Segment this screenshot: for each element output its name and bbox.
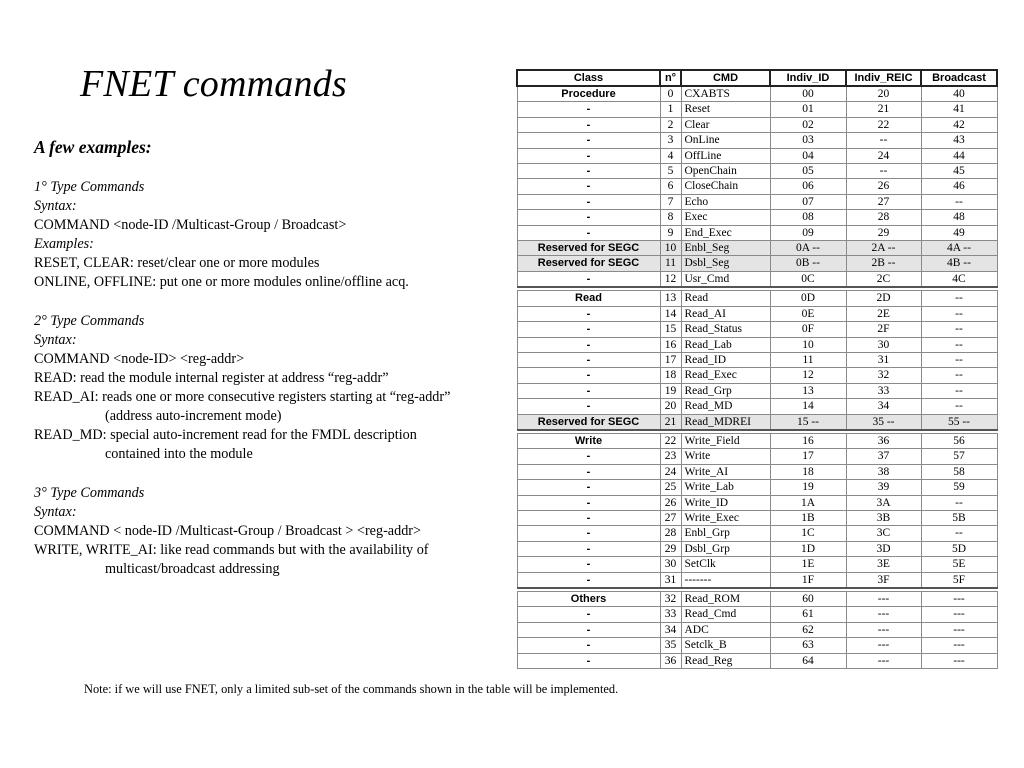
number-cell: 20 xyxy=(660,399,681,414)
table-row xyxy=(517,148,997,163)
broadcast-cell: 45 xyxy=(921,164,997,179)
type1-example-line: RESET, CLEAR: reset/clear one or more modules xyxy=(34,255,320,271)
class-cell: - xyxy=(517,510,660,525)
indiv-id-cell: 61 xyxy=(770,607,846,622)
table-row xyxy=(517,322,997,337)
number-cell: 28 xyxy=(660,526,681,541)
class-cell: - xyxy=(517,399,660,414)
broadcast-cell: 55 -- xyxy=(921,414,997,430)
broadcast-cell: 46 xyxy=(921,179,997,194)
cmd-cell: Write_AI xyxy=(681,464,770,479)
cmd-cell: Read_Cmd xyxy=(681,607,770,622)
class-cell: Others xyxy=(517,592,660,607)
indiv-reic-cell: 31 xyxy=(846,352,921,367)
class-cell: - xyxy=(517,449,660,464)
broadcast-cell: --- xyxy=(921,638,997,653)
number-cell: 5 xyxy=(660,164,681,179)
indiv-id-cell: 06 xyxy=(770,179,846,194)
cmd-cell: Usr_Cmd xyxy=(681,271,770,287)
indiv-id-cell: 1D xyxy=(770,541,846,556)
number-cell: 17 xyxy=(660,352,681,367)
class-cell: Reserved for SEGC xyxy=(517,414,660,430)
table-row xyxy=(517,271,997,287)
indiv-id-cell: 01 xyxy=(770,102,846,117)
indiv-reic-cell: --- xyxy=(846,653,921,668)
number-cell: 36 xyxy=(660,653,681,668)
class-cell: - xyxy=(517,210,660,225)
type2-heading: 2° Type Commands xyxy=(34,313,145,329)
indiv-id-cell: 0F xyxy=(770,322,846,337)
broadcast-cell: 4C xyxy=(921,271,997,287)
indiv-reic-cell: -- xyxy=(846,164,921,179)
indiv-reic-cell: 37 xyxy=(846,449,921,464)
indiv-reic-cell: 22 xyxy=(846,117,921,132)
cmd-cell: Read_Status xyxy=(681,322,770,337)
cmd-cell: Exec xyxy=(681,210,770,225)
broadcast-cell: -- xyxy=(921,526,997,541)
table-row xyxy=(517,449,997,464)
broadcast-cell: -- xyxy=(921,322,997,337)
indiv-id-cell: 10 xyxy=(770,337,846,352)
indiv-reic-cell: 20 xyxy=(846,86,921,102)
broadcast-cell: --- xyxy=(921,622,997,637)
examples-subtitle: A few examples: xyxy=(34,137,152,157)
broadcast-cell: -- xyxy=(921,194,997,209)
number-cell: 21 xyxy=(660,414,681,430)
number-cell: 19 xyxy=(660,383,681,398)
number-cell: 1 xyxy=(660,102,681,117)
cmd-cell: Read_ID xyxy=(681,352,770,367)
type2-section xyxy=(34,312,514,464)
broadcast-cell: -- xyxy=(921,495,997,510)
class-cell: - xyxy=(517,148,660,163)
number-cell: 26 xyxy=(660,495,681,510)
header-broadcast: Broadcast xyxy=(921,70,997,86)
table-row xyxy=(517,306,997,321)
broadcast-cell: -- xyxy=(921,399,997,414)
number-cell: 11 xyxy=(660,256,681,271)
indiv-id-cell: 17 xyxy=(770,449,846,464)
number-cell: 18 xyxy=(660,368,681,383)
indiv-id-cell: 0A -- xyxy=(770,241,846,256)
cmd-cell: Write_Lab xyxy=(681,480,770,495)
table-row xyxy=(517,572,997,588)
indiv-reic-cell: 30 xyxy=(846,337,921,352)
indiv-id-cell: 0C xyxy=(770,271,846,287)
cmd-cell: Write_Exec xyxy=(681,510,770,525)
indiv-reic-cell: 34 xyxy=(846,399,921,414)
type1-syntax: COMMAND <node-ID /Multicast-Group / Broadcast> xyxy=(34,217,347,233)
class-cell: Reserved for SEGC xyxy=(517,256,660,271)
type2-read-line: READ: read the module internal register at address “reg-addr” xyxy=(34,370,389,386)
indiv-reic-cell: 29 xyxy=(846,225,921,240)
class-cell: - xyxy=(517,117,660,132)
cmd-cell: Write xyxy=(681,449,770,464)
cmd-cell: OffLine xyxy=(681,148,770,163)
indiv-reic-cell: 3F xyxy=(846,572,921,588)
cmd-cell: CloseChain xyxy=(681,179,770,194)
indiv-id-cell: 1E xyxy=(770,557,846,572)
class-cell: Write xyxy=(517,433,660,448)
type3-write-cont: multicast/broadcast addressing xyxy=(105,561,280,577)
type3-section xyxy=(34,484,514,579)
table-row xyxy=(517,638,997,653)
table-row xyxy=(517,102,997,117)
number-cell: 22 xyxy=(660,433,681,448)
table-row xyxy=(517,480,997,495)
cmd-cell: Reset xyxy=(681,102,770,117)
indiv-reic-cell: 2A -- xyxy=(846,241,921,256)
number-cell: 23 xyxy=(660,449,681,464)
page-title: FNET commands xyxy=(80,63,347,105)
number-cell: 7 xyxy=(660,194,681,209)
type2-read-ai-line: READ_AI: reads one or more consecutive registers starting at “reg-addr” xyxy=(34,389,451,405)
indiv-id-cell: 19 xyxy=(770,480,846,495)
class-cell: - xyxy=(517,179,660,194)
indiv-reic-cell: 26 xyxy=(846,179,921,194)
header-cmd: CMD xyxy=(681,70,770,86)
indiv-id-cell: 12 xyxy=(770,368,846,383)
broadcast-cell: 58 xyxy=(921,464,997,479)
indiv-reic-cell: 2E xyxy=(846,306,921,321)
table-row xyxy=(517,414,997,430)
class-cell: - xyxy=(517,383,660,398)
broadcast-cell: 41 xyxy=(921,102,997,117)
type2-syntax-label: Syntax: xyxy=(34,332,77,348)
broadcast-cell: 48 xyxy=(921,210,997,225)
indiv-id-cell: 18 xyxy=(770,464,846,479)
table-header-row xyxy=(517,70,997,86)
number-cell: 35 xyxy=(660,638,681,653)
broadcast-cell: --- xyxy=(921,592,997,607)
class-cell: - xyxy=(517,638,660,653)
number-cell: 24 xyxy=(660,464,681,479)
type2-syntax: COMMAND <node-ID> <reg-addr> xyxy=(34,351,245,367)
type2-read-md-cont: contained into the module xyxy=(105,446,253,462)
table-row xyxy=(517,256,997,271)
table-row xyxy=(517,164,997,179)
table-row xyxy=(517,241,997,256)
broadcast-cell: 5B xyxy=(921,510,997,525)
cmd-cell: Read_MD xyxy=(681,399,770,414)
cmd-cell: Read_Exec xyxy=(681,368,770,383)
indiv-reic-cell: 32 xyxy=(846,368,921,383)
cmd-cell: CXABTS xyxy=(681,86,770,102)
class-cell: - xyxy=(517,337,660,352)
broadcast-cell: 4A -- xyxy=(921,241,997,256)
table-body xyxy=(517,86,997,669)
number-cell: 25 xyxy=(660,480,681,495)
number-cell: 32 xyxy=(660,592,681,607)
broadcast-cell: 57 xyxy=(921,449,997,464)
number-cell: 4 xyxy=(660,148,681,163)
table-row xyxy=(517,464,997,479)
cmd-cell: Read_MDREI xyxy=(681,414,770,430)
header-number: n° xyxy=(660,70,681,86)
indiv-reic-cell: 3C xyxy=(846,526,921,541)
table-row xyxy=(517,592,997,607)
class-cell: - xyxy=(517,572,660,588)
cmd-cell: ------- xyxy=(681,572,770,588)
cmd-cell: Read_Lab xyxy=(681,337,770,352)
table-row xyxy=(517,622,997,637)
commands-table xyxy=(516,69,998,669)
cmd-cell: OnLine xyxy=(681,133,770,148)
broadcast-cell: 43 xyxy=(921,133,997,148)
class-cell: - xyxy=(517,271,660,287)
indiv-id-cell: 63 xyxy=(770,638,846,653)
indiv-reic-cell: 35 -- xyxy=(846,414,921,430)
cmd-cell: OpenChain xyxy=(681,164,770,179)
cmd-cell: Echo xyxy=(681,194,770,209)
table-row xyxy=(517,653,997,668)
indiv-id-cell: 11 xyxy=(770,352,846,367)
indiv-reic-cell: 21 xyxy=(846,102,921,117)
number-cell: 31 xyxy=(660,572,681,588)
class-cell: - xyxy=(517,164,660,179)
class-cell: - xyxy=(517,480,660,495)
table-row xyxy=(517,291,997,306)
broadcast-cell: 5D xyxy=(921,541,997,556)
indiv-reic-cell: 27 xyxy=(846,194,921,209)
number-cell: 2 xyxy=(660,117,681,132)
table-row xyxy=(517,117,997,132)
cmd-cell: Read_AI xyxy=(681,306,770,321)
cmd-cell: Write_Field xyxy=(681,433,770,448)
broadcast-cell: -- xyxy=(921,383,997,398)
type3-syntax: COMMAND < node-ID /Multicast-Group / Broadcast > <reg-addr> xyxy=(34,523,422,539)
class-cell: Read xyxy=(517,291,660,306)
type2-read-md-line: READ_MD: special auto-increment read for the FMDL description xyxy=(34,427,417,443)
number-cell: 33 xyxy=(660,607,681,622)
table-row xyxy=(517,337,997,352)
broadcast-cell: 49 xyxy=(921,225,997,240)
cmd-cell: Clear xyxy=(681,117,770,132)
table-row xyxy=(517,86,997,102)
table-row xyxy=(517,557,997,572)
cmd-cell: Setclk_B xyxy=(681,638,770,653)
cmd-cell: Read_ROM xyxy=(681,592,770,607)
cmd-cell: Read_Reg xyxy=(681,653,770,668)
cmd-cell: ADC xyxy=(681,622,770,637)
number-cell: 34 xyxy=(660,622,681,637)
number-cell: 30 xyxy=(660,557,681,572)
class-cell: - xyxy=(517,322,660,337)
cmd-cell: Read_Grp xyxy=(681,383,770,398)
type1-example-line: ONLINE, OFFLINE: put one or more modules online/offline acq. xyxy=(34,274,409,290)
broadcast-cell: 5E xyxy=(921,557,997,572)
cmd-cell: Dsbl_Grp xyxy=(681,541,770,556)
cmd-cell: Write_ID xyxy=(681,495,770,510)
number-cell: 0 xyxy=(660,86,681,102)
number-cell: 14 xyxy=(660,306,681,321)
indiv-reic-cell: --- xyxy=(846,592,921,607)
indiv-reic-cell: 38 xyxy=(846,464,921,479)
type1-syntax-label: Syntax: xyxy=(34,198,77,214)
type1-heading: 1° Type Commands xyxy=(34,179,145,195)
class-cell: - xyxy=(517,306,660,321)
class-cell: - xyxy=(517,225,660,240)
class-cell: - xyxy=(517,495,660,510)
class-cell: - xyxy=(517,541,660,556)
number-cell: 29 xyxy=(660,541,681,556)
indiv-reic-cell: 33 xyxy=(846,383,921,398)
indiv-reic-cell: 36 xyxy=(846,433,921,448)
indiv-reic-cell: 2F xyxy=(846,322,921,337)
cmd-cell: Enbl_Seg xyxy=(681,241,770,256)
number-cell: 3 xyxy=(660,133,681,148)
number-cell: 9 xyxy=(660,225,681,240)
number-cell: 10 xyxy=(660,241,681,256)
table-row xyxy=(517,133,997,148)
indiv-id-cell: 1C xyxy=(770,526,846,541)
indiv-id-cell: 62 xyxy=(770,622,846,637)
cmd-cell: Dsbl_Seg xyxy=(681,256,770,271)
indiv-id-cell: 15 -- xyxy=(770,414,846,430)
indiv-id-cell: 60 xyxy=(770,592,846,607)
indiv-reic-cell: -- xyxy=(846,133,921,148)
header-indiv-id: Indiv_ID xyxy=(770,70,846,86)
indiv-id-cell: 1A xyxy=(770,495,846,510)
broadcast-cell: 56 xyxy=(921,433,997,448)
number-cell: 27 xyxy=(660,510,681,525)
number-cell: 8 xyxy=(660,210,681,225)
indiv-reic-cell: 2C xyxy=(846,271,921,287)
indiv-id-cell: 08 xyxy=(770,210,846,225)
indiv-reic-cell: 3E xyxy=(846,557,921,572)
indiv-id-cell: 0D xyxy=(770,291,846,306)
indiv-id-cell: 03 xyxy=(770,133,846,148)
table-row xyxy=(517,433,997,448)
table-row xyxy=(517,225,997,240)
class-cell: Procedure xyxy=(517,86,660,102)
indiv-reic-cell: 24 xyxy=(846,148,921,163)
number-cell: 15 xyxy=(660,322,681,337)
broadcast-cell: -- xyxy=(921,337,997,352)
indiv-id-cell: 13 xyxy=(770,383,846,398)
header-indiv-reic: Indiv_REIC xyxy=(846,70,921,86)
number-cell: 12 xyxy=(660,271,681,287)
broadcast-cell: 59 xyxy=(921,480,997,495)
class-cell: - xyxy=(517,526,660,541)
indiv-id-cell: 0E xyxy=(770,306,846,321)
type3-write-line: WRITE, WRITE_AI: like read commands but with the availability of xyxy=(34,542,429,558)
indiv-reic-cell: 3A xyxy=(846,495,921,510)
number-cell: 6 xyxy=(660,179,681,194)
indiv-id-cell: 1F xyxy=(770,572,846,588)
indiv-id-cell: 00 xyxy=(770,86,846,102)
class-cell: - xyxy=(517,464,660,479)
table-row xyxy=(517,368,997,383)
header-class: Class xyxy=(517,70,660,86)
indiv-reic-cell: --- xyxy=(846,622,921,637)
table-row xyxy=(517,495,997,510)
indiv-id-cell: 1B xyxy=(770,510,846,525)
footer-note: Note: if we will use FNET, only a limited sub-set of the commands shown in the table will be implemented. xyxy=(84,682,619,696)
table-row xyxy=(517,179,997,194)
broadcast-cell: -- xyxy=(921,306,997,321)
indiv-id-cell: 05 xyxy=(770,164,846,179)
cmd-cell: End_Exec xyxy=(681,225,770,240)
broadcast-cell: --- xyxy=(921,607,997,622)
indiv-reic-cell: 28 xyxy=(846,210,921,225)
indiv-id-cell: 14 xyxy=(770,399,846,414)
table-row xyxy=(517,399,997,414)
broadcast-cell: -- xyxy=(921,368,997,383)
broadcast-cell: 42 xyxy=(921,117,997,132)
class-cell: - xyxy=(517,368,660,383)
number-cell: 16 xyxy=(660,337,681,352)
indiv-reic-cell: 3D xyxy=(846,541,921,556)
class-cell: - xyxy=(517,607,660,622)
class-cell: - xyxy=(517,194,660,209)
table-row xyxy=(517,383,997,398)
class-cell: - xyxy=(517,622,660,637)
indiv-reic-cell: --- xyxy=(846,638,921,653)
table-row xyxy=(517,607,997,622)
broadcast-cell: -- xyxy=(921,291,997,306)
indiv-id-cell: 09 xyxy=(770,225,846,240)
indiv-reic-cell: 3B xyxy=(846,510,921,525)
indiv-id-cell: 07 xyxy=(770,194,846,209)
indiv-reic-cell: --- xyxy=(846,607,921,622)
type1-section xyxy=(34,178,514,292)
examples-panel xyxy=(34,136,514,599)
type3-heading: 3° Type Commands xyxy=(34,485,145,501)
broadcast-cell: 5F xyxy=(921,572,997,588)
class-cell: - xyxy=(517,352,660,367)
indiv-id-cell: 64 xyxy=(770,653,846,668)
broadcast-cell: 4B -- xyxy=(921,256,997,271)
broadcast-cell: --- xyxy=(921,653,997,668)
class-cell: - xyxy=(517,133,660,148)
table-row xyxy=(517,510,997,525)
table-row xyxy=(517,210,997,225)
broadcast-cell: 40 xyxy=(921,86,997,102)
indiv-id-cell: 04 xyxy=(770,148,846,163)
indiv-reic-cell: 39 xyxy=(846,480,921,495)
indiv-reic-cell: 2D xyxy=(846,291,921,306)
cmd-cell: SetClk xyxy=(681,557,770,572)
indiv-reic-cell: 2B -- xyxy=(846,256,921,271)
broadcast-cell: -- xyxy=(921,352,997,367)
table-row xyxy=(517,352,997,367)
cmd-cell: Enbl_Grp xyxy=(681,526,770,541)
type3-syntax-label: Syntax: xyxy=(34,504,77,520)
type2-read-ai-cont: (address auto-increment mode) xyxy=(105,408,282,424)
table-row xyxy=(517,194,997,209)
cmd-cell: Read xyxy=(681,291,770,306)
indiv-id-cell: 16 xyxy=(770,433,846,448)
table-row xyxy=(517,526,997,541)
number-cell: 13 xyxy=(660,291,681,306)
indiv-id-cell: 02 xyxy=(770,117,846,132)
type1-examples-label: Examples: xyxy=(34,236,94,252)
broadcast-cell: 44 xyxy=(921,148,997,163)
indiv-id-cell: 0B -- xyxy=(770,256,846,271)
class-cell: - xyxy=(517,102,660,117)
table-row xyxy=(517,541,997,556)
class-cell: - xyxy=(517,653,660,668)
class-cell: Reserved for SEGC xyxy=(517,241,660,256)
class-cell: - xyxy=(517,557,660,572)
